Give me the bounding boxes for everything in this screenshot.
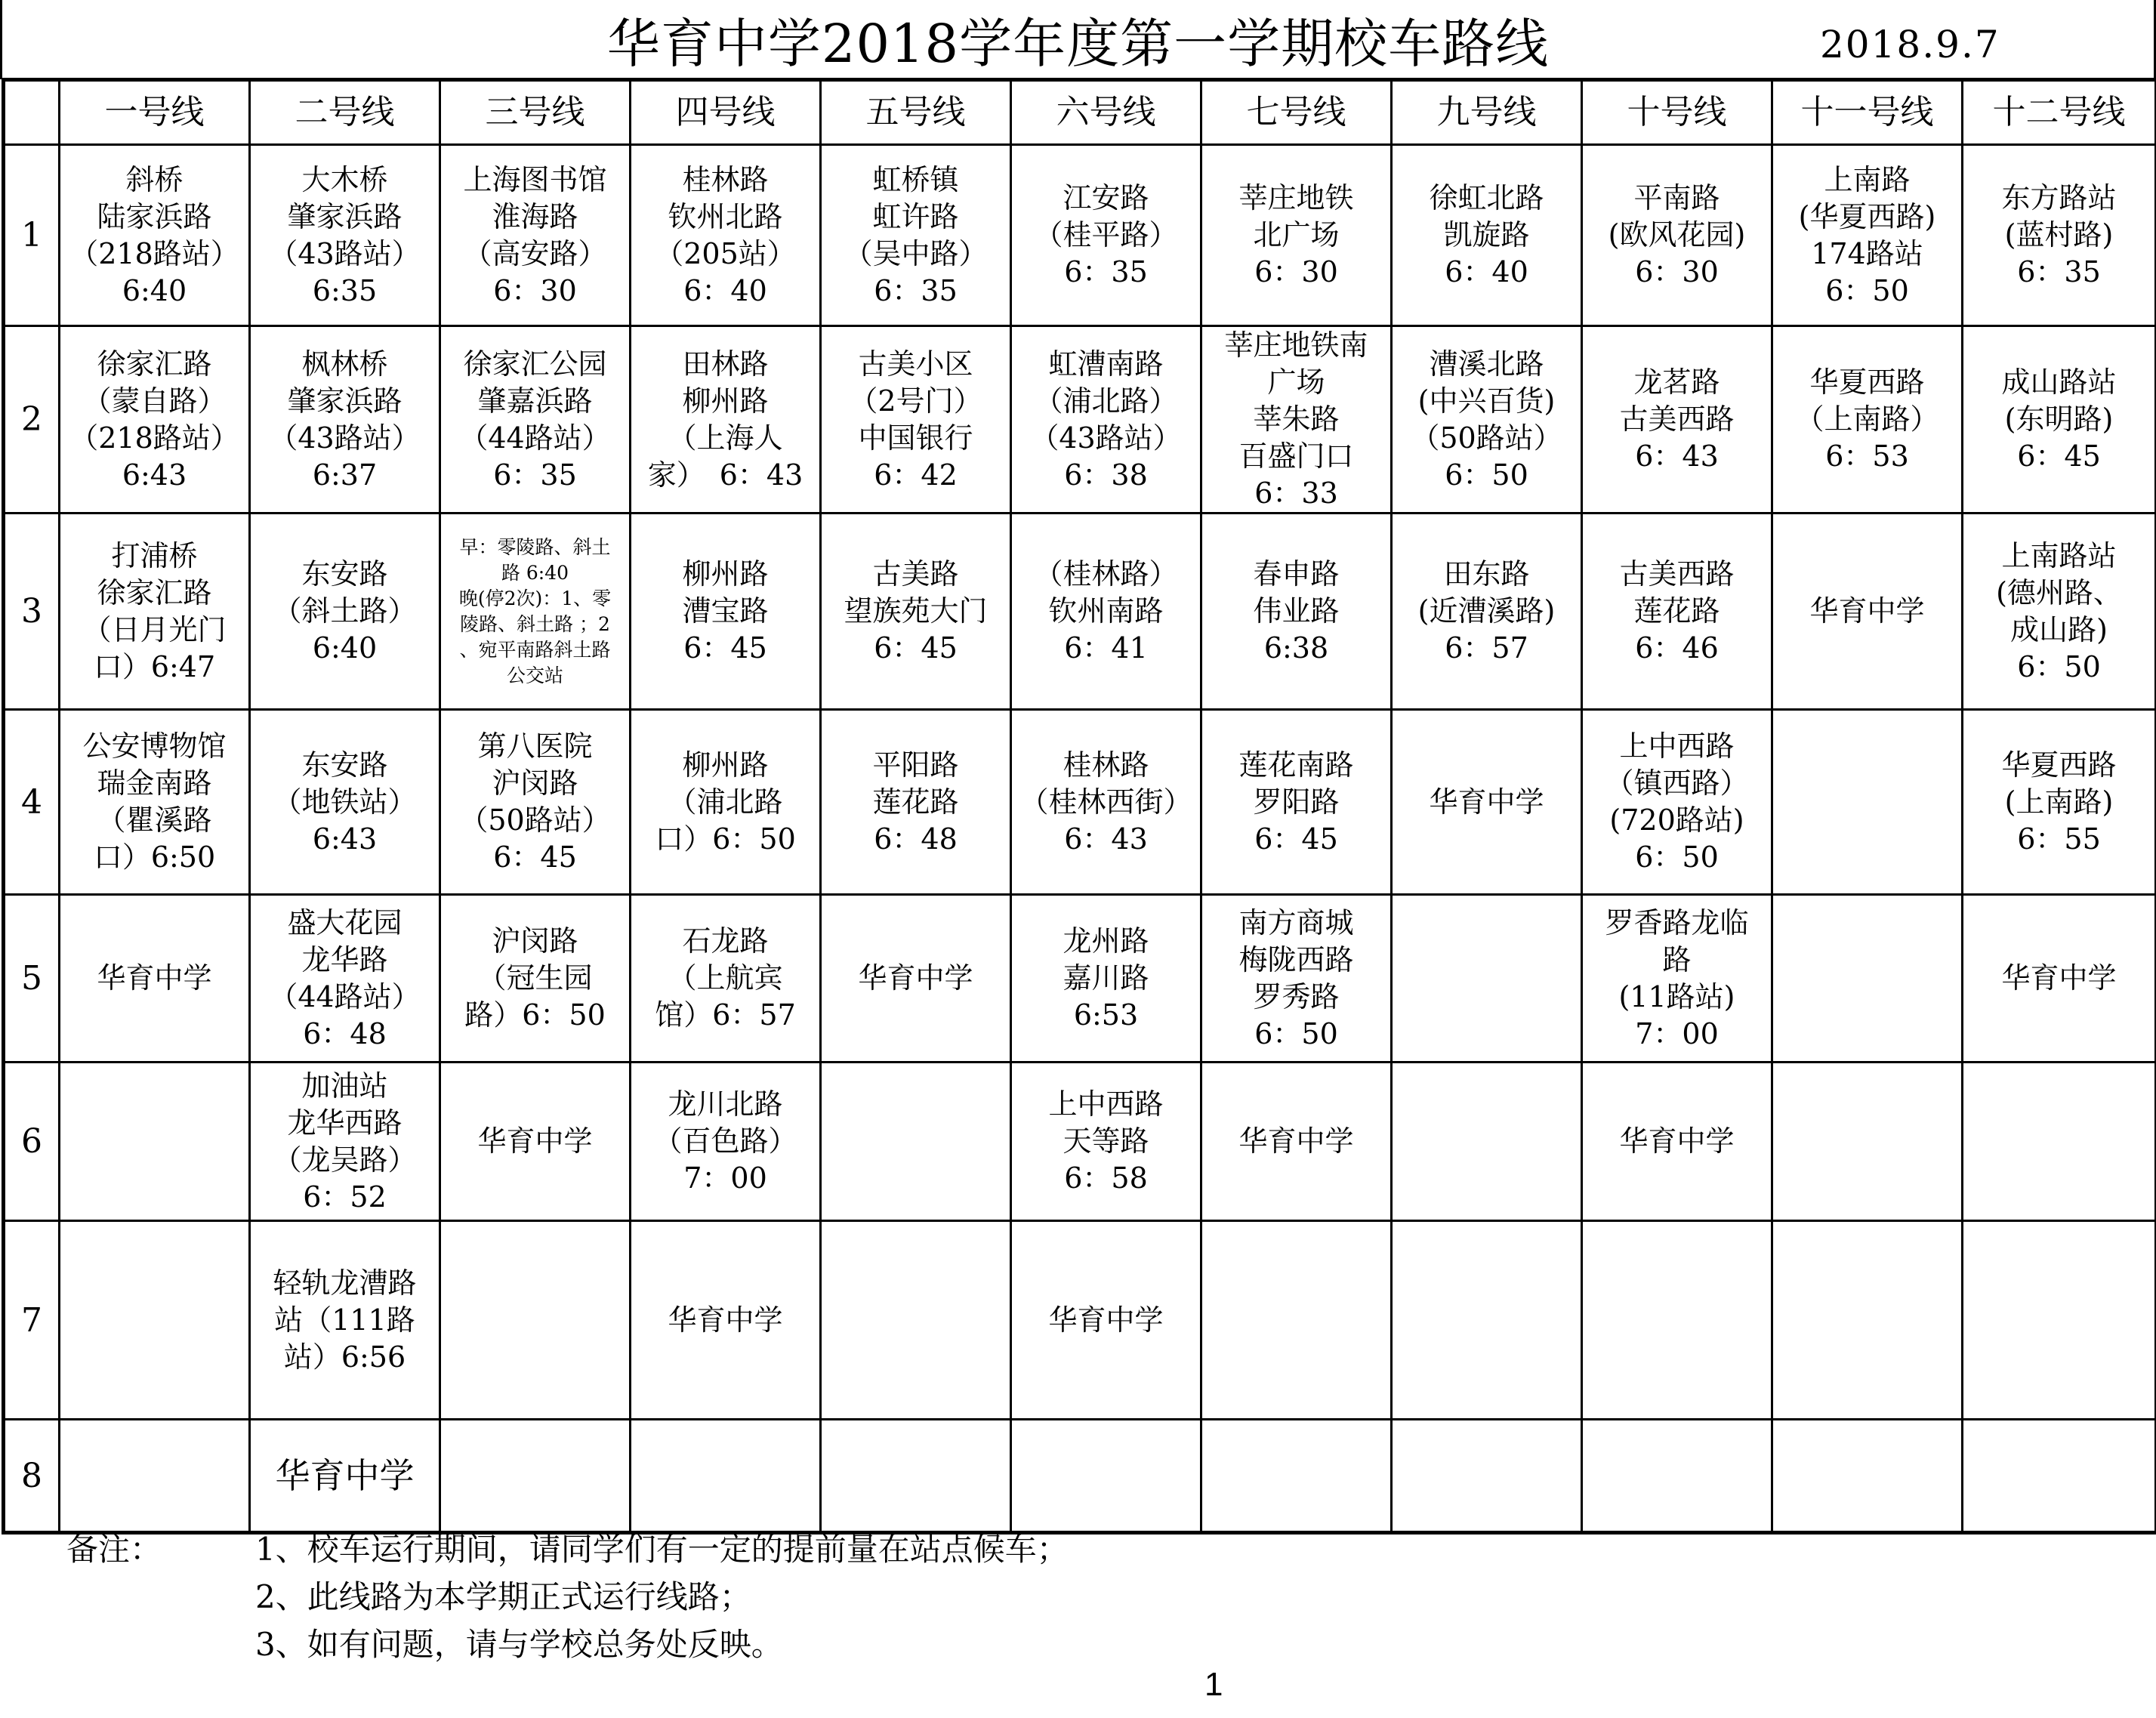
stop-cell: 东方路站 (蓝村路) 6：35 [1963, 145, 2156, 326]
stop-cell [1201, 1221, 1392, 1420]
note-item: 2、此线路为本学期正式运行线路； [255, 1578, 751, 1615]
route-header: 一号线 [60, 80, 250, 145]
route-header: 四号线 [631, 80, 821, 145]
stop-cell: 柳州路 （浦北路 口）6：50 [631, 710, 821, 895]
route-header: 七号线 [1201, 80, 1392, 145]
stop-row [4, 514, 2156, 710]
route-header: 十一号线 [1772, 80, 1963, 145]
stop-number: 7 [4, 1221, 60, 1420]
stop-number: 1 [4, 145, 60, 326]
stop-cell: 莲花南路 罗阳路 6：45 [1201, 710, 1392, 895]
stop-cell: 龙茗路 古美西路 6：43 [1582, 326, 1772, 514]
notes-label: 备注： [66, 1531, 162, 1568]
stop-cell: 华育中学 [250, 1420, 440, 1533]
stop-cell: 上南路站 (德州路、 成山路) 6：50 [1963, 514, 2156, 710]
stop-cell: 徐家汇路 （蒙自路） （218路站） 6:43 [60, 326, 250, 514]
stop-cell [1963, 1063, 2156, 1221]
stop-cell: 东安路 （斜土路） 6:40 [250, 514, 440, 710]
stop-cell: 华育中学 [821, 895, 1011, 1063]
corner-cell [4, 80, 60, 145]
page-number: 1 [1204, 1666, 1223, 1703]
note-item: 3、如有问题，请与学校总务处反映。 [255, 1626, 783, 1663]
stop-cell: 平南路 (欧风花园) 6：30 [1582, 145, 1772, 326]
stop-cell: 上南路 (华夏西路) 174路站 6：50 [1772, 145, 1963, 326]
stop-cell: 平阳路 莲花路 6：48 [821, 710, 1011, 895]
stop-cell [821, 1221, 1011, 1420]
stop-cell: 打浦桥 徐家汇路 （日月光门 口）6:47 [60, 514, 250, 710]
stop-cell [1582, 1221, 1772, 1420]
route-header-row [4, 80, 2156, 145]
stop-cell [821, 1063, 1011, 1221]
stop-cell [1963, 1221, 2156, 1420]
stop-number: 3 [4, 514, 60, 710]
stop-cell: 华育中学 [1011, 1221, 1201, 1420]
route-header: 三号线 [440, 80, 631, 145]
stop-cell [1772, 1063, 1963, 1221]
stop-cell: 华育中学 [1392, 710, 1582, 895]
stop-cell [1772, 895, 1963, 1063]
stop-cell: 上海图书馆 淮海路 （高安路） 6：30 [440, 145, 631, 326]
stop-cell: 上中西路 （镇西路） (720路站) 6：50 [1582, 710, 1772, 895]
stop-cell [60, 1420, 250, 1533]
stop-cell: （桂林路） 钦州南路 6：41 [1011, 514, 1201, 710]
stop-cell: 龙州路 嘉川路 6:53 [1011, 895, 1201, 1063]
stop-cell [1582, 1420, 1772, 1533]
stop-cell: 虹桥镇 虹许路 （吴中路） 6：35 [821, 145, 1011, 326]
stop-cell: 虹漕南路 （浦北路） （43路站） 6：38 [1011, 326, 1201, 514]
stop-row [4, 895, 2156, 1063]
stop-cell: 华育中学 [631, 1221, 821, 1420]
route-header: 十二号线 [1963, 80, 2156, 145]
stop-cell: 枫林桥 肇家浜路 （43路站） 6:37 [250, 326, 440, 514]
stop-cell: 沪闵路 （冠生园 路）6：50 [440, 895, 631, 1063]
stop-number: 4 [4, 710, 60, 895]
stop-cell: 华育中学 [1772, 514, 1963, 710]
stop-cell [1772, 1420, 1963, 1533]
stop-cell: 春申路 伟业路 6:38 [1201, 514, 1392, 710]
stop-cell [440, 1420, 631, 1533]
stop-cell [1963, 1420, 2156, 1533]
stop-cell: 华育中学 [440, 1063, 631, 1221]
stop-cell: 华育中学 [1582, 1063, 1772, 1221]
stop-cell: 大木桥 肇家浜路 （43路站） 6:35 [250, 145, 440, 326]
stop-cell: 龙川北路 （百色路） 7：00 [631, 1063, 821, 1221]
stop-cell: 成山路站 (东明路) 6：45 [1963, 326, 2156, 514]
stop-number: 5 [4, 895, 60, 1063]
title-bar [0, 0, 2156, 79]
stop-cell: 华育中学 [1201, 1063, 1392, 1221]
stop-row [4, 1221, 2156, 1420]
stop-cell: 漕溪北路 (中兴百货) （50路站） 6：50 [1392, 326, 1582, 514]
stop-cell: 徐虹北路 凯旋路 6：40 [1392, 145, 1582, 326]
stop-cell: 石龙路 （上航宾 馆）6：57 [631, 895, 821, 1063]
stop-cell [1392, 1221, 1582, 1420]
route-header: 五号线 [821, 80, 1011, 145]
stop-row [4, 1063, 2156, 1221]
stop-cell [1392, 1420, 1582, 1533]
stop-cell: 古美小区 （2号门） 中国银行 6：42 [821, 326, 1011, 514]
bus-route-table [2, 78, 2156, 1534]
stop-cell: 加油站 龙华西路 （龙吴路） 6：52 [250, 1063, 440, 1221]
stop-cell [60, 1063, 250, 1221]
stop-number: 8 [4, 1420, 60, 1533]
stop-cell: 桂林路 钦州北路 （205站） 6：40 [631, 145, 821, 326]
notes-list [255, 1525, 1069, 1668]
route-header: 九号线 [1392, 80, 1582, 145]
stop-cell: 徐家汇公园 肇嘉浜路 （44路站） 6：35 [440, 326, 631, 514]
stop-cell [821, 1420, 1011, 1533]
stop-cell: 罗香路龙临 路 (11路站) 7：00 [1582, 895, 1772, 1063]
stop-cell [631, 1420, 821, 1533]
stop-cell: 莘庄地铁 北广场 6：30 [1201, 145, 1392, 326]
stop-cell: 莘庄地铁南 广场 莘朱路 百盛门口 6：33 [1201, 326, 1392, 514]
stop-cell: 公安博物馆 瑞金南路 （瞿溪路 口）6:50 [60, 710, 250, 895]
stop-cell: 南方商城 梅陇西路 罗秀路 6：50 [1201, 895, 1392, 1063]
stop-cell: 东安路 （地铁站） 6:43 [250, 710, 440, 895]
page-title: 华育中学2018学年度第一学期校车路线 [606, 13, 1550, 75]
stop-cell: 田林路 柳州路 （上海人 家） 6：43 [631, 326, 821, 514]
stop-cell: 斜桥 陆家浜路 （218路站） 6:40 [60, 145, 250, 326]
stop-row [4, 145, 2156, 326]
stop-cell: 华育中学 [60, 895, 250, 1063]
stop-cell [1772, 1221, 1963, 1420]
stop-cell [60, 1221, 250, 1420]
stop-cell: 上中西路 天等路 6：58 [1011, 1063, 1201, 1221]
stop-cell: 江安路 （桂平路） 6：35 [1011, 145, 1201, 326]
route-header: 六号线 [1011, 80, 1201, 145]
stop-cell [1772, 710, 1963, 895]
stop-cell [1201, 1420, 1392, 1533]
route-header: 十号线 [1582, 80, 1772, 145]
stop-cell: 第八医院 沪闵路 （50路站） 6：45 [440, 710, 631, 895]
stop-cell: 早：零陵路、斜土 路 6:40 晚(停2次)：1、零 陵路、斜土路 ；2 、宛平南路斜土路 公交站 [440, 514, 631, 710]
stop-cell: 古美西路 莲花路 6：46 [1582, 514, 1772, 710]
stop-cell: 华夏西路 （上南路） 6：53 [1772, 326, 1963, 514]
note-item: 1、校车运行期间，请同学们有一定的提前量在站点候车； [255, 1531, 1069, 1568]
stop-cell: 华夏西路 (上南路) 6：55 [1963, 710, 2156, 895]
stop-cell: 盛大花园 龙华路 （44路站） 6：48 [250, 895, 440, 1063]
stop-cell [440, 1221, 631, 1420]
stop-cell [1011, 1420, 1201, 1533]
stop-cell [1392, 895, 1582, 1063]
stop-number: 2 [4, 326, 60, 514]
stop-cell: 华育中学 [1963, 895, 2156, 1063]
stop-cell [1392, 1063, 1582, 1221]
stop-number: 6 [4, 1063, 60, 1221]
stop-cell: 柳州路 漕宝路 6：45 [631, 514, 821, 710]
stop-cell: 古美路 望族苑大门 6：45 [821, 514, 1011, 710]
stop-cell: 轻轨龙漕路 站（111路 站）6:56 [250, 1221, 440, 1420]
document-date: 2018.9.7 [1820, 23, 2000, 66]
stop-cell: 桂林路 （桂林西街） 6：43 [1011, 710, 1201, 895]
route-header: 二号线 [250, 80, 440, 145]
stop-row [4, 1420, 2156, 1533]
stop-row [4, 710, 2156, 895]
stop-row [4, 326, 2156, 514]
stop-cell: 田东路 (近漕溪路) 6：57 [1392, 514, 1582, 710]
